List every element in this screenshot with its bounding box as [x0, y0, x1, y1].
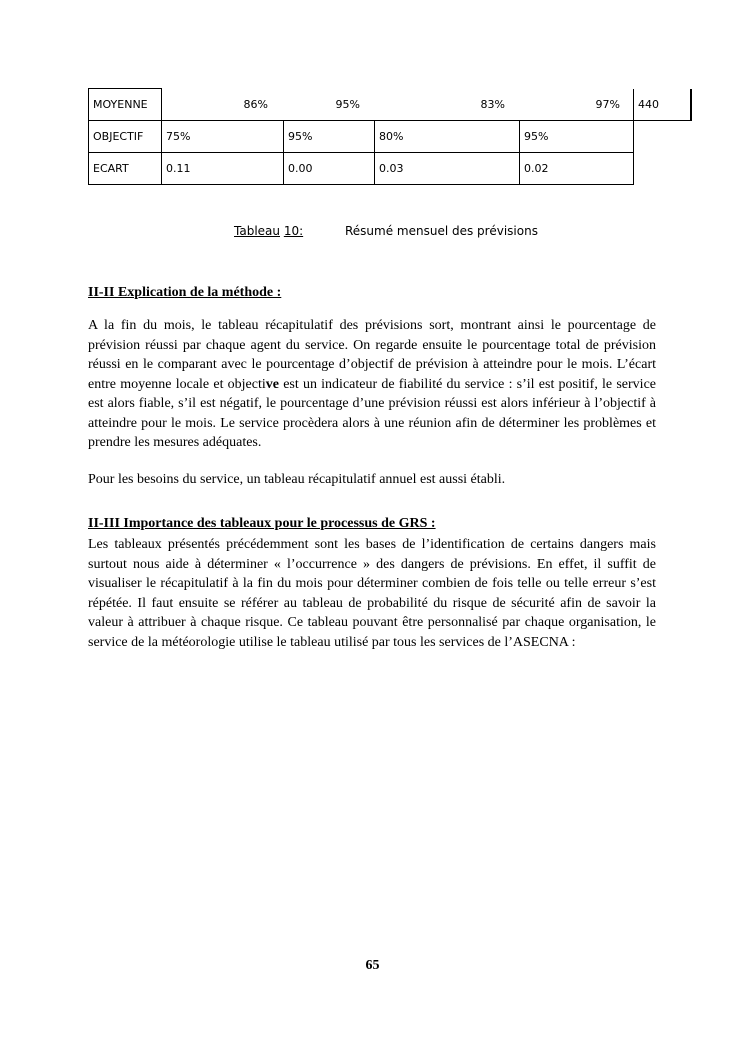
table-cell	[520, 89, 592, 121]
caption-label-prefix: Tableau	[234, 224, 280, 238]
caption-text: Résumé mensuel des prévisions	[345, 224, 538, 238]
table-cell: 0.03	[375, 153, 520, 185]
table-cell	[634, 121, 691, 153]
table-cell	[284, 89, 332, 121]
row-label-objectif: OBJECTIF	[89, 121, 162, 153]
table-row-objectif	[89, 121, 691, 153]
table-cell	[375, 89, 477, 121]
paragraph-text: est un indicateur de fiabilité du service : s’il est positif, le service est alors fiable, s’il est négatif, le pourcentage d’une prévision réussi est alors inférieur à l’objectif à atteindre pour le mois. Le service procèdera alors à une réunion afin de déterminer les problèmes et prendre les mesures adéquates.	[88, 376, 656, 450]
forecast-summary-table	[88, 88, 692, 185]
paragraph-explication	[88, 316, 656, 453]
caption-label-number: 10:	[283, 224, 304, 238]
caption-label	[234, 224, 303, 238]
paragraph-importance: Les tableaux présentés précédemment sont les bases de l’identification de certains dangers mais surtout nous aide à déterminer « l’occurrence » des dangers de prévisions. En effet, il suffit de visualiser le récapitulatif à la fin du mois pour déterminer combien de fois telle ou telle erreur s’est répétée. Il faut ensuite se référer au tableau de probabilité du risque de sécurité afin de savoir la valeur à attribuer à chaque risque. Ce tableau pouvant être personnalisé par chaque organisation, le service de la météorologie utilise le tableau utilisé par tous les services de l’ASECNA :	[88, 537, 656, 650]
table-cell: 95%	[332, 89, 375, 121]
table-cell: 0.00	[284, 153, 375, 185]
table-cell: 80%	[375, 121, 520, 153]
table-row-ecart	[89, 153, 691, 185]
table-cell: 95%	[284, 121, 375, 153]
table-cell: 86%	[240, 89, 284, 121]
table-row-moyenne	[89, 89, 691, 121]
table-cell	[634, 153, 691, 185]
table-cell: 440	[634, 89, 691, 121]
section-heading-importance: II-III Importance des tableaux pour le processus de GRS :	[88, 516, 436, 531]
table-cell: 0.11	[162, 153, 284, 185]
table-cell	[162, 89, 240, 121]
page-number: 65	[365, 958, 380, 973]
row-label-ecart: ECART	[89, 153, 162, 185]
table-cell: 83%	[477, 89, 520, 121]
table-cell: 97%	[592, 89, 634, 121]
paragraph-text: A la fin du mois, le tableau récapitulatif des prévisions sort, montrant ainsi le pourcentage de prévision réussi par chaque agent du service. On regarde ensuite le pourcentage total de prévision réussi en le comparant avec le pourcentage d’objectif de prévision à atteindre pour le mois. L’écart entre moyenne locale et objecti	[88, 318, 656, 392]
paragraph-annual-summary: Pour les besoins du service, un tableau récapitulatif annuel est aussi établi.	[88, 472, 506, 487]
section-heading-explication: II-II Explication de la méthode :	[88, 285, 282, 300]
bold-text: ve	[265, 376, 279, 392]
table-cell: 0.02	[520, 153, 634, 185]
table-cell: 95%	[520, 121, 634, 153]
row-label-moyenne: MOYENNE	[89, 89, 162, 121]
table-cell: 75%	[162, 121, 284, 153]
